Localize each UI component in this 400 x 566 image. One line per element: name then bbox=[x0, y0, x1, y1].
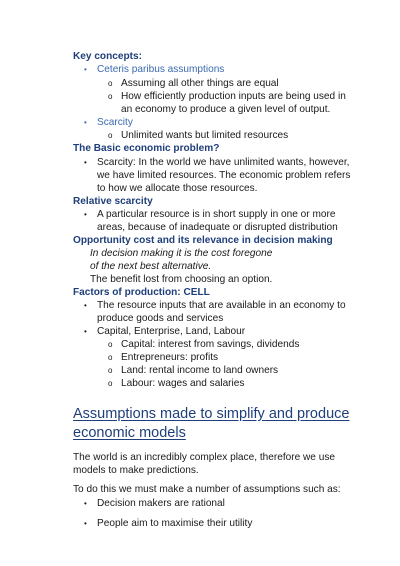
circle-bullet-icon: o bbox=[108, 92, 113, 101]
ceteris-sub-2-line-1: How efficiently production inputs are being used in bbox=[121, 91, 346, 102]
scarcity-sub-1: Unlimited wants but limited resources bbox=[121, 130, 289, 141]
circle-bullet-icon: o bbox=[108, 79, 113, 88]
factors-sub-2: Entrepreneurs: profits bbox=[121, 352, 219, 363]
basic-problem-heading: The Basic economic problem? bbox=[73, 143, 220, 154]
factors-item-1-line-2: produce goods and services bbox=[97, 313, 224, 324]
basic-problem-line-1: Scarcity: In the world we have unlimited wants, however, bbox=[97, 157, 350, 168]
circle-bullet-icon: o bbox=[108, 340, 113, 349]
circle-bullet-icon: o bbox=[108, 353, 113, 362]
factors-sub-3: Land: rental income to land owners bbox=[121, 365, 279, 376]
ceteris-paribus-title: Ceteris paribus assumptions bbox=[97, 64, 225, 75]
scarcity-title: Scarcity bbox=[97, 117, 133, 128]
bullet-icon: • bbox=[84, 210, 87, 219]
basic-problem-line-2: we have limited resources. The economic problem refers bbox=[97, 170, 351, 181]
assumptions-para-2: To do this we must make a number of assumptions such as: bbox=[73, 484, 341, 495]
relative-scarcity-heading: Relative scarcity bbox=[73, 196, 153, 207]
bullet-icon: • bbox=[84, 327, 87, 336]
ceteris-sub-1: Assuming all other things are equal bbox=[121, 78, 279, 89]
opportunity-cost-line-2: of the next best alternative. bbox=[90, 261, 212, 272]
assumptions-item-1: Decision makers are rational bbox=[97, 498, 225, 509]
bullet-icon: • bbox=[84, 301, 87, 310]
relative-scarcity-line-2: areas, because of inadequate or disrupted distribution bbox=[97, 222, 338, 233]
key-concepts-heading: Key concepts: bbox=[73, 51, 142, 62]
circle-bullet-icon: o bbox=[108, 379, 113, 388]
factors-heading: Factors of production: CELL bbox=[73, 287, 210, 298]
basic-problem-line-3: to how we allocate those resources. bbox=[97, 183, 258, 194]
relative-scarcity-line-1: A particular resource is in short supply in one or more bbox=[97, 209, 336, 220]
assumptions-title-line-1: Assumptions made to simplify and produce bbox=[73, 406, 350, 422]
opportunity-cost-line-1: In decision making it is the cost foregone bbox=[90, 248, 273, 259]
opportunity-cost-line-3: The benefit lost from choosing an option. bbox=[90, 274, 273, 285]
bullet-icon: • bbox=[84, 499, 87, 508]
assumptions-para-1-line-1: The world is an incredibly complex place, therefore we use bbox=[73, 452, 336, 463]
factors-sub-1: Capital: interest from savings, dividends bbox=[121, 339, 300, 350]
opportunity-cost-heading: Opportunity cost and its relevance in decision making bbox=[73, 235, 333, 246]
factors-item-1-line-1: The resource inputs that are available in an economy to bbox=[97, 300, 346, 311]
assumptions-title-line-2: economic models bbox=[73, 425, 186, 441]
factors-sub-4: Labour: wages and salaries bbox=[121, 378, 245, 389]
circle-bullet-icon: o bbox=[108, 366, 113, 375]
bullet-icon: • bbox=[84, 158, 87, 167]
bullet-icon: • bbox=[84, 65, 87, 74]
ceteris-sub-2-line-2: an economy to produce a given level of output. bbox=[121, 104, 331, 115]
assumptions-item-2: People aim to maximise their utility bbox=[97, 518, 253, 529]
factors-item-2: Capital, Enterprise, Land, Labour bbox=[97, 326, 246, 337]
bullet-icon: • bbox=[84, 118, 87, 127]
bullet-icon: • bbox=[84, 519, 87, 528]
assumptions-para-1-line-2: models to make predictions. bbox=[73, 465, 199, 476]
circle-bullet-icon: o bbox=[108, 131, 113, 140]
